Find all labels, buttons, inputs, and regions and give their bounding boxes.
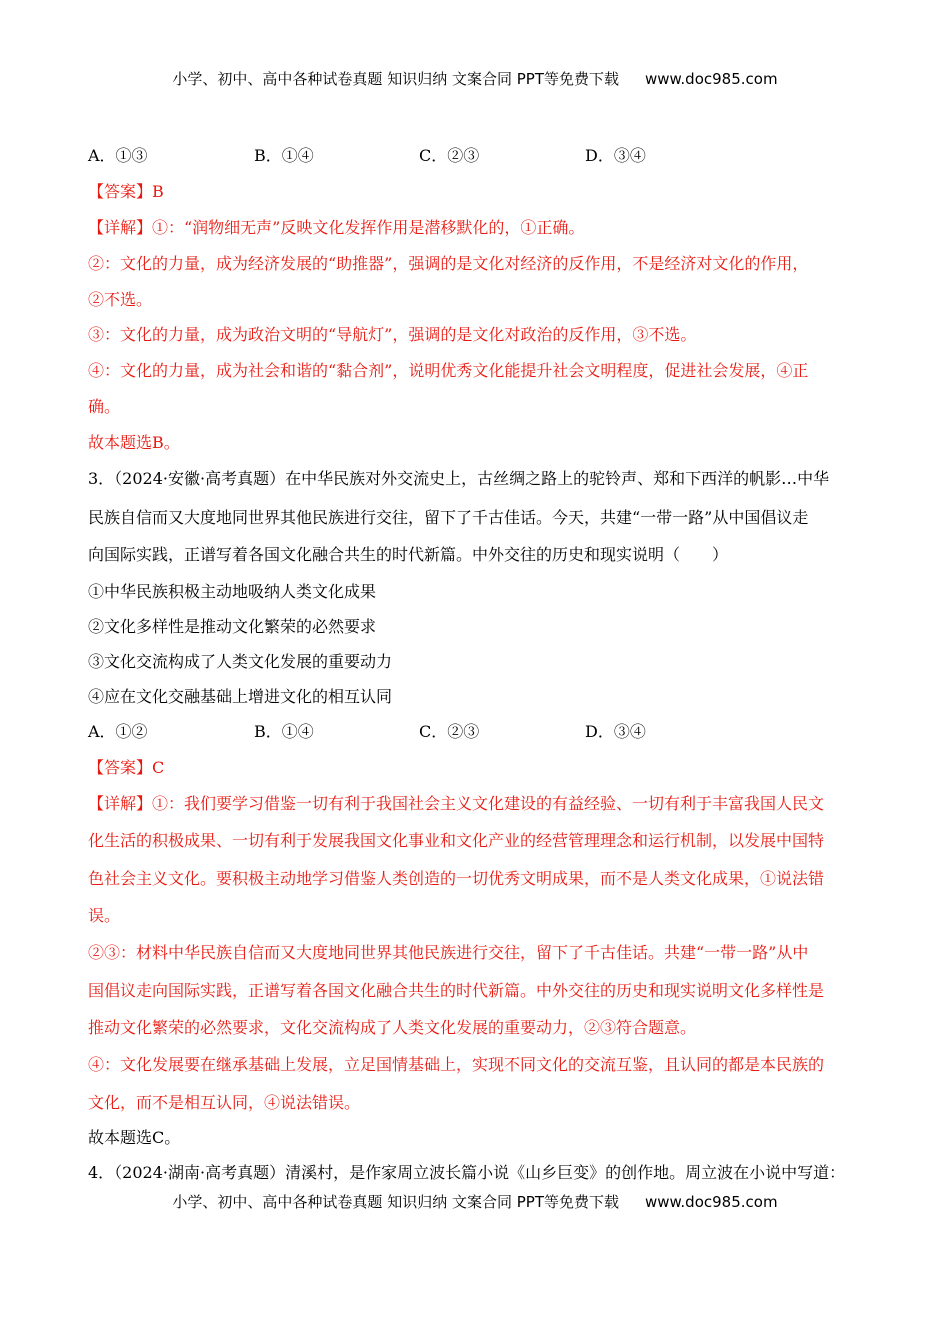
q2-detail-line: 【详解】①：“润物细无声”反映文化发挥作用是潜移默化的，①正确。 [88,218,585,237]
q3-statement: ④应在文化交融基础上增进文化的相互认同 [88,687,393,706]
q3-option-b: B．①④ [254,722,314,741]
q2-option-a: A．①③ [88,146,148,165]
q3-statement: ①中华民族积极主动地吸纳人类文化成果 [88,582,377,601]
q3-detail-line: 误。 [88,906,121,925]
q3-stem-line: 向国际实践，正谱写着各国文化融合共生的时代新篇。中外交往的历史和现实说明（ ） [88,545,729,564]
q3-statement: ③文化交流构成了人类文化发展的重要动力 [88,652,393,671]
q2-option-d: D．③④ [585,146,646,165]
q2-detail-line: ②：文化的力量，成为经济发展的“助推器”，强调的是文化对经济的反作用，不是经济对文化的作用， [88,254,809,273]
q3-stem-line: 民族自信而又大度地同世界其他民族进行交往，留下了千古佳话。今天，共建“一带一路”从中国倡议走 [88,508,809,527]
q3-detail-line: ②③：材料中华民族自信而又大度地同世界其他民族进行交往，留下了千古佳话。共建“一带一路”从中 [88,943,809,962]
header-text: 小学、初中、高中各种试卷真题 知识归纳 文案合同 PPT等免费下载 [172,70,619,88]
q3-detail-line: ④：文化发展要在继承基础上发展，立足国情基础上，实现不同文化的交流互鉴，且认同的都是本民族的 [88,1055,825,1074]
q3-detail-line: 国倡议走向国际实践，正谱写着各国文化融合共生的时代新篇。中外交往的历史和现实说明文化多样性是 [88,981,825,1000]
q3-detail-line: 文化，而不是相互认同，④说法错误。 [88,1093,361,1112]
q2-option-c: C．②③ [419,146,480,165]
q2-detail-line: ④：文化的力量，成为社会和谐的“黏合剂”，说明优秀文化能提升社会文明程度，促进社会发展，④正 [88,361,809,380]
header-url[interactable]: www.doc985.com [644,70,778,88]
footer-text: 小学、初中、高中各种试卷真题 知识归纳 文案合同 PPT等免费下载 [172,1193,619,1211]
q3-detail-line: 【详解】①：我们要学习借鉴一切有利于我国社会主义文化建设的有益经验、一切有利于丰富我国人民文 [88,794,825,813]
page-footer [0,1191,950,1212]
q2-conclusion: 故本题选B。 [88,433,180,452]
q2-option-b: B．①④ [254,146,314,165]
q3-statement: ②文化多样性是推动文化繁荣的必然要求 [88,617,377,636]
q4-stem: 4．（2024·湖南·高考真题）清溪村，是作家周立波长篇小说《山乡巨变》的创作地。周立波在小说中写道： [88,1163,846,1182]
q2-detail-line: 确。 [88,397,121,416]
q3-detail-line: 推动文化繁荣的必然要求，文化交流构成了人类文化发展的重要动力，②③符合题意。 [88,1018,697,1037]
q3-detail-line: 色社会主义文化。要积极主动地学习借鉴人类创造的一切优秀文明成果，而不是人类文化成果，①说法错 [88,869,825,888]
q3-option-d: D．③④ [585,722,646,741]
page-header [0,68,950,89]
q3-option-c: C．②③ [419,722,480,741]
q2-answer: 【答案】B [88,182,164,201]
q3-answer: 【答案】C [88,758,165,777]
q3-conclusion: 故本题选C。 [88,1128,181,1147]
q2-detail-line: ②不选。 [88,290,153,309]
q3-option-a: A．①② [88,722,148,741]
q3-detail-line: 化生活的积极成果、一切有利于发展我国文化事业和文化产业的经营管理理念和运行机制，以发展中国特 [88,831,825,850]
q2-detail-line: ③：文化的力量，成为政治文明的“导航灯”，强调的是文化对政治的反作用，③不选。 [88,325,697,344]
footer-url[interactable]: www.doc985.com [644,1193,778,1211]
q3-stem-line: 3．（2024·安徽·高考真题）在中华民族对外交流史上，古丝绸之路上的驼铃声、郑和下西洋的帆影…中华 [88,469,830,488]
